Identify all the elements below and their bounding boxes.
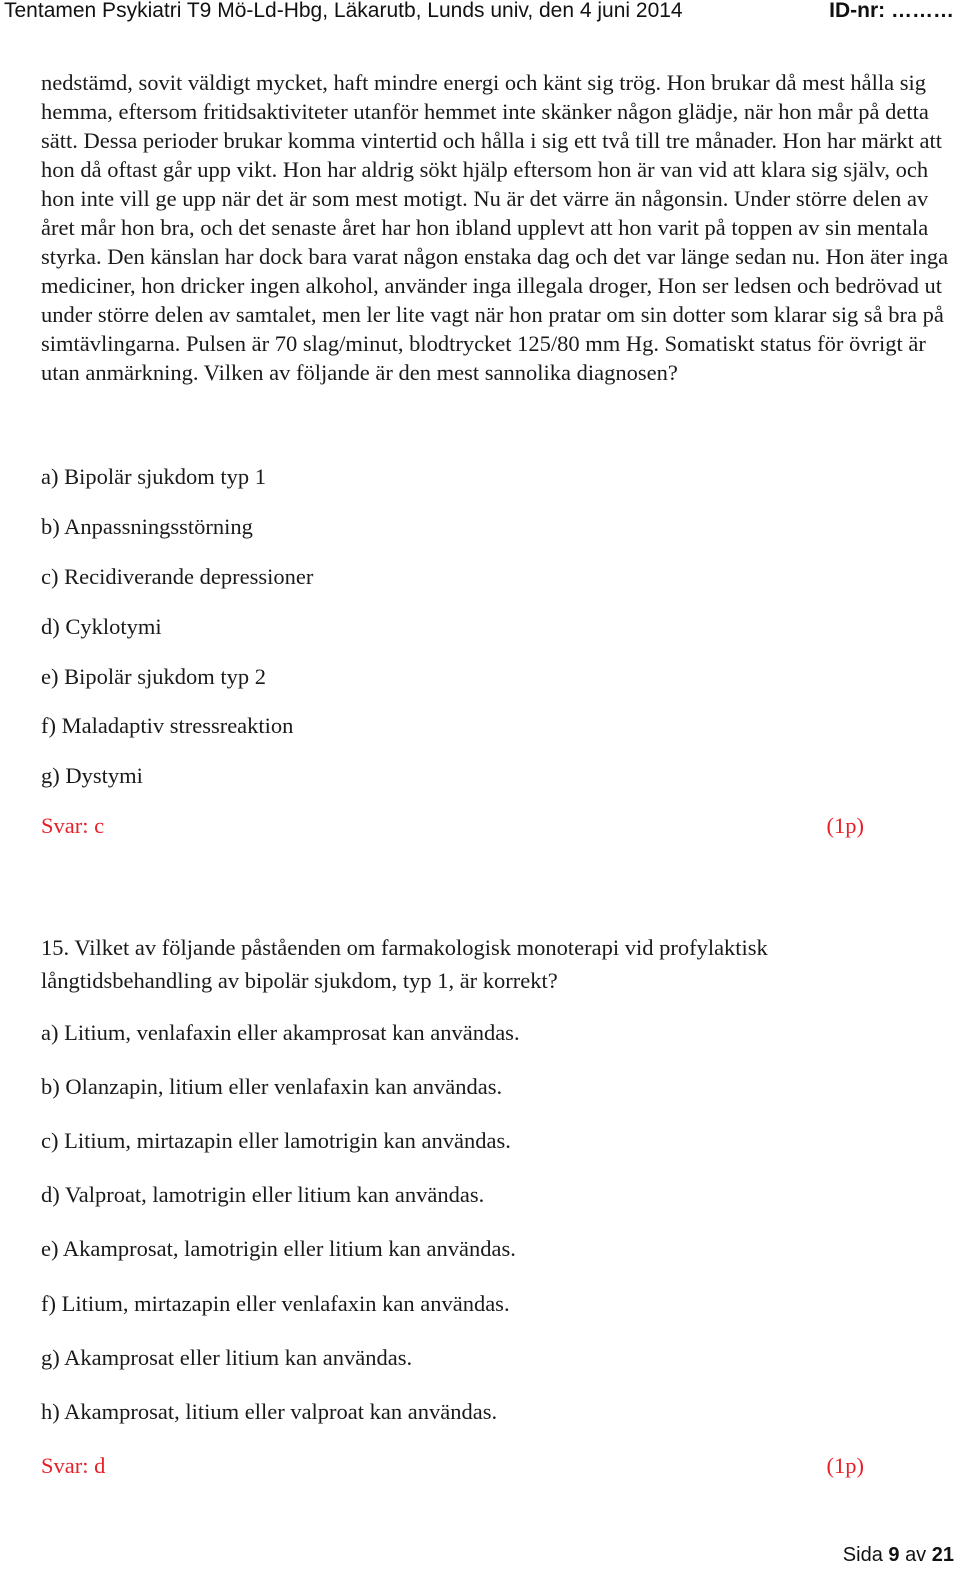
q15-option-c: c) Litium, mirtazapin eller lamotrigin kan användas. [41,1128,511,1153]
q15-option-g: g) Akamprosat eller litium kan användas. [41,1345,413,1370]
q15-option-a: a) Litium, venlafaxin eller akamprosat kan användas. [41,1020,520,1045]
id-number-field: ID-nr: ……… [829,0,954,22]
question-15-title: 15. Vilket av följande påståenden om farmakologisk monoterapi vid profylaktisk långtidsbehandling av bipolär sjukdom, typ 1, är korrekt? [41,935,768,993]
q14-option-c: c) Recidiverande depressioner [41,564,314,589]
q15-option-b: b) Olanzapin, litium eller venlafaxin kan användas. [41,1074,503,1099]
page-footer [843,1544,954,1567]
total-pages: 21 [931,1544,954,1566]
question-14-text: nedstämd, sovit väldigt mycket, haft mindre energi och känt sig trög. Hon brukar då mest hålla sig hemma, eftersom fritidsaktiviteter utanför hemmet inte skänker någon glädje, när hon mår på detta sätt. Dessa perioder brukar komma vintertid och hålla i sig ett två till tre månader. Hon har märkt att hon då oftast går upp vikt. Hon har aldrig sökt hjälp eftersom hon är van vid att klara sig själv, och hon inte vill ge upp när det är som mest motigt. Nu är det värre än någonsin. Under större delen av året mår hon bra, och det senaste året har hon ibland upplevt att hon varit på toppen av sin mentala styrka. Den känslan har dock bara varat någon enstaka dag och det var länge sedan nu. Hon äter inga mediciner, hon dricker ingen alkohol, använder inga illegala droger, Hon ser ledsen och bedrövad ut under större delen av samtalet, men ler lite vagt när hon pratar om sin dotter som klarar sig så bra på simtävlingarna. Pulsen är 70 slag/minut, blodtrycket 125/80 mm Hg. Somatiskt status för övrigt är utan anmärkning. Vilken av följande är den mest sannolika diagnosen? [41,70,949,385]
page-header [4,0,954,26]
q14-option-g: g) Dystymi [41,763,143,788]
q14-option-b: b) Anpassningsstörning [41,514,253,539]
q15-option-d: d) Valproat, lamotrigin eller litium kan användas. [41,1182,485,1207]
q14-option-e: e) Bipolär sjukdom typ 2 [41,664,266,689]
q15-points: (1p) [826,1453,864,1478]
q14-option-a: a) Bipolär sjukdom typ 1 [41,464,266,489]
q15-option-e: e) Akamprosat, lamotrigin eller litium kan användas. [41,1236,516,1261]
page-label: Sida [842,1544,883,1566]
q14-points: (1p) [826,813,864,838]
of-label: av [905,1544,927,1566]
q15-option-f: f) Litium, mirtazapin eller venlafaxin kan användas. [41,1291,510,1316]
q14-option-f: f) Maladaptiv stressreaktion [41,713,294,738]
page-number: 9 [888,1544,900,1566]
q14-answer: Svar: c [41,813,105,838]
q15-answer: Svar: d [41,1453,106,1478]
exam-title: Tentamen Psykiatri T9 Mö-Ld-Hbg, Läkarutb, Lunds univ, den 4 juni 2014 [4,0,683,22]
q14-option-d: d) Cyklotymi [41,614,162,639]
q15-option-h: h) Akamprosat, litium eller valproat kan användas. [41,1399,498,1424]
